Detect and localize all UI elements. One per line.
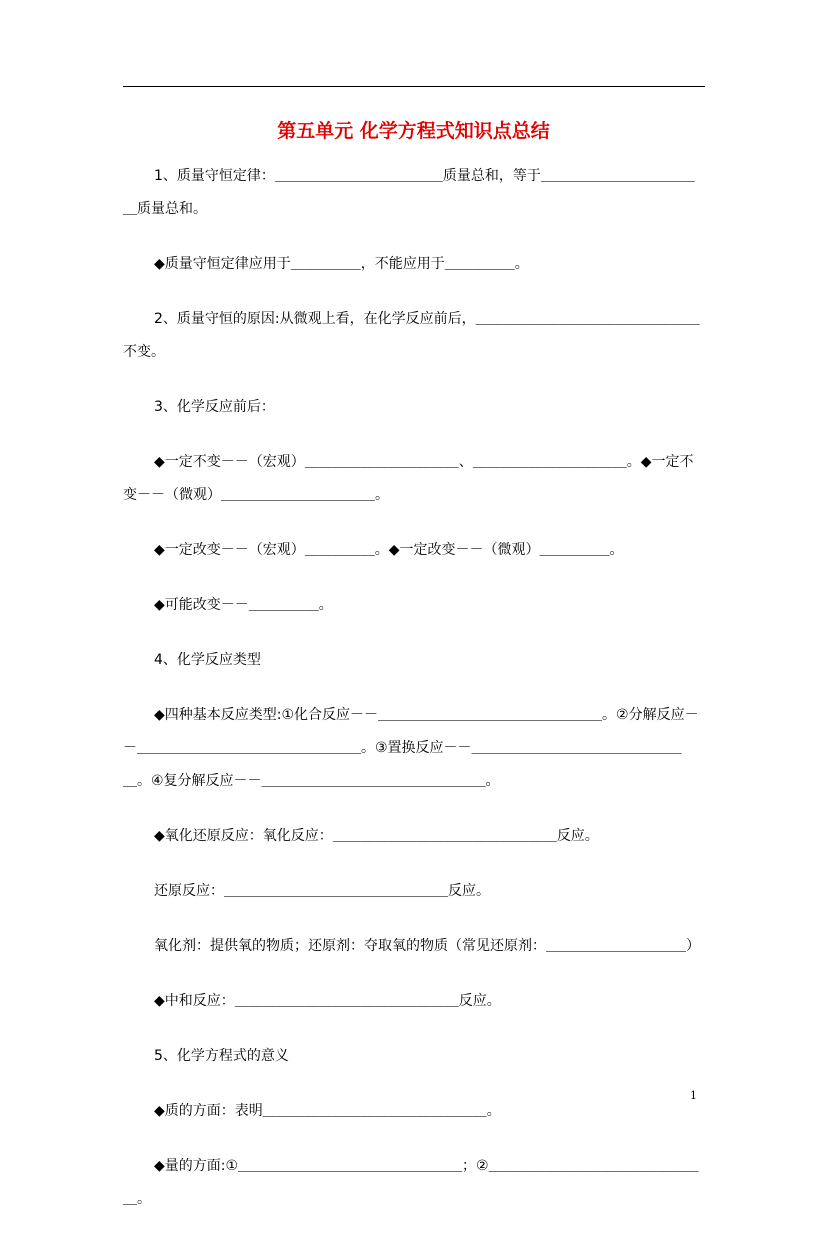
paragraph-four-basic-types: ◆四种基本反应类型:①化合反应－－＿＿＿＿＿＿＿＿＿＿＿＿＿＿＿＿。②分解反应－－＿＿＿＿＿＿＿＿＿＿＿＿＿＿＿＿。③置换反应－－＿＿＿＿＿＿＿＿＿＿＿＿＿＿＿＿。④复分解反应－－＿＿＿＿＿＿＿＿＿＿＿＿＿＿＿＿。 bbox=[123, 707, 699, 789]
paragraph-conservation-reason: 2、质量守恒的原因:从微观上看，在化学反应前后，＿＿＿＿＿＿＿＿＿＿＿＿＿＿＿＿不变。 bbox=[123, 311, 700, 360]
paragraph-neutralization: ◆中和反应：＿＿＿＿＿＿＿＿＿＿＿＿＿＿＿＿反应。 bbox=[154, 993, 501, 1009]
paragraph-equation-meaning-heading: 5、化学方程式的意义 bbox=[154, 1048, 289, 1064]
paragraph-quality-aspect: ◆质的方面：表明＿＿＿＿＿＿＿＿＿＿＿＿＿＿＿＿。 bbox=[154, 1103, 501, 1119]
paragraph-always-unchanged: ◆一定不变－－（宏观）＿＿＿＿＿＿＿＿＿＿＿、＿＿＿＿＿＿＿＿＿＿＿。◆一定不变－－（微观）＿＿＿＿＿＿＿＿＿＿＿。 bbox=[123, 454, 694, 503]
paragraph-before-after-reaction: 3、化学反应前后： bbox=[154, 399, 275, 415]
paragraph-reaction-types-heading: 4、化学反应类型 bbox=[154, 652, 261, 668]
paragraph-quantity-aspect: ◆量的方面:①＿＿＿＿＿＿＿＿＿＿＿＿＿＿＿＿；②＿＿＿＿＿＿＿＿＿＿＿＿＿＿＿＿。 bbox=[123, 1158, 699, 1207]
paragraph-mass-conservation-law: 1、质量守恒定律：＿＿＿＿＿＿＿＿＿＿＿＿质量总和，等于＿＿＿＿＿＿＿＿＿＿＿＿质量总和。 bbox=[123, 168, 695, 217]
paragraph-oxidizer-reducer: 氧化剂：提供氧的物质；还原剂：夺取氧的物质（常见还原剂：＿＿＿＿＿＿＿＿＿＿） bbox=[154, 938, 700, 954]
page-number: 1 bbox=[690, 1089, 697, 1102]
paragraph-law-application: ◆质量守恒定律应用于＿＿＿＿＿，不能应用于＿＿＿＿＿。 bbox=[154, 256, 529, 272]
header-rule bbox=[123, 86, 705, 87]
paragraph-redox-oxidation: ◆氧化还原反应：氧化反应：＿＿＿＿＿＿＿＿＿＿＿＿＿＿＿＿反应。 bbox=[154, 828, 599, 844]
paragraph-reduction: 还原反应：＿＿＿＿＿＿＿＿＿＿＿＿＿＿＿＿反应。 bbox=[154, 883, 490, 899]
paragraph-always-changed: ◆一定改变－－（宏观）＿＿＿＿＿。◆一定改变－－（微观）＿＿＿＿＿。 bbox=[154, 542, 624, 558]
paragraph-possibly-changed: ◆可能改变－－＿＿＿＿＿。 bbox=[154, 597, 333, 613]
document-body bbox=[123, 160, 705, 1238]
document-title: 第五单元 化学方程式知识点总结 bbox=[277, 120, 550, 142]
